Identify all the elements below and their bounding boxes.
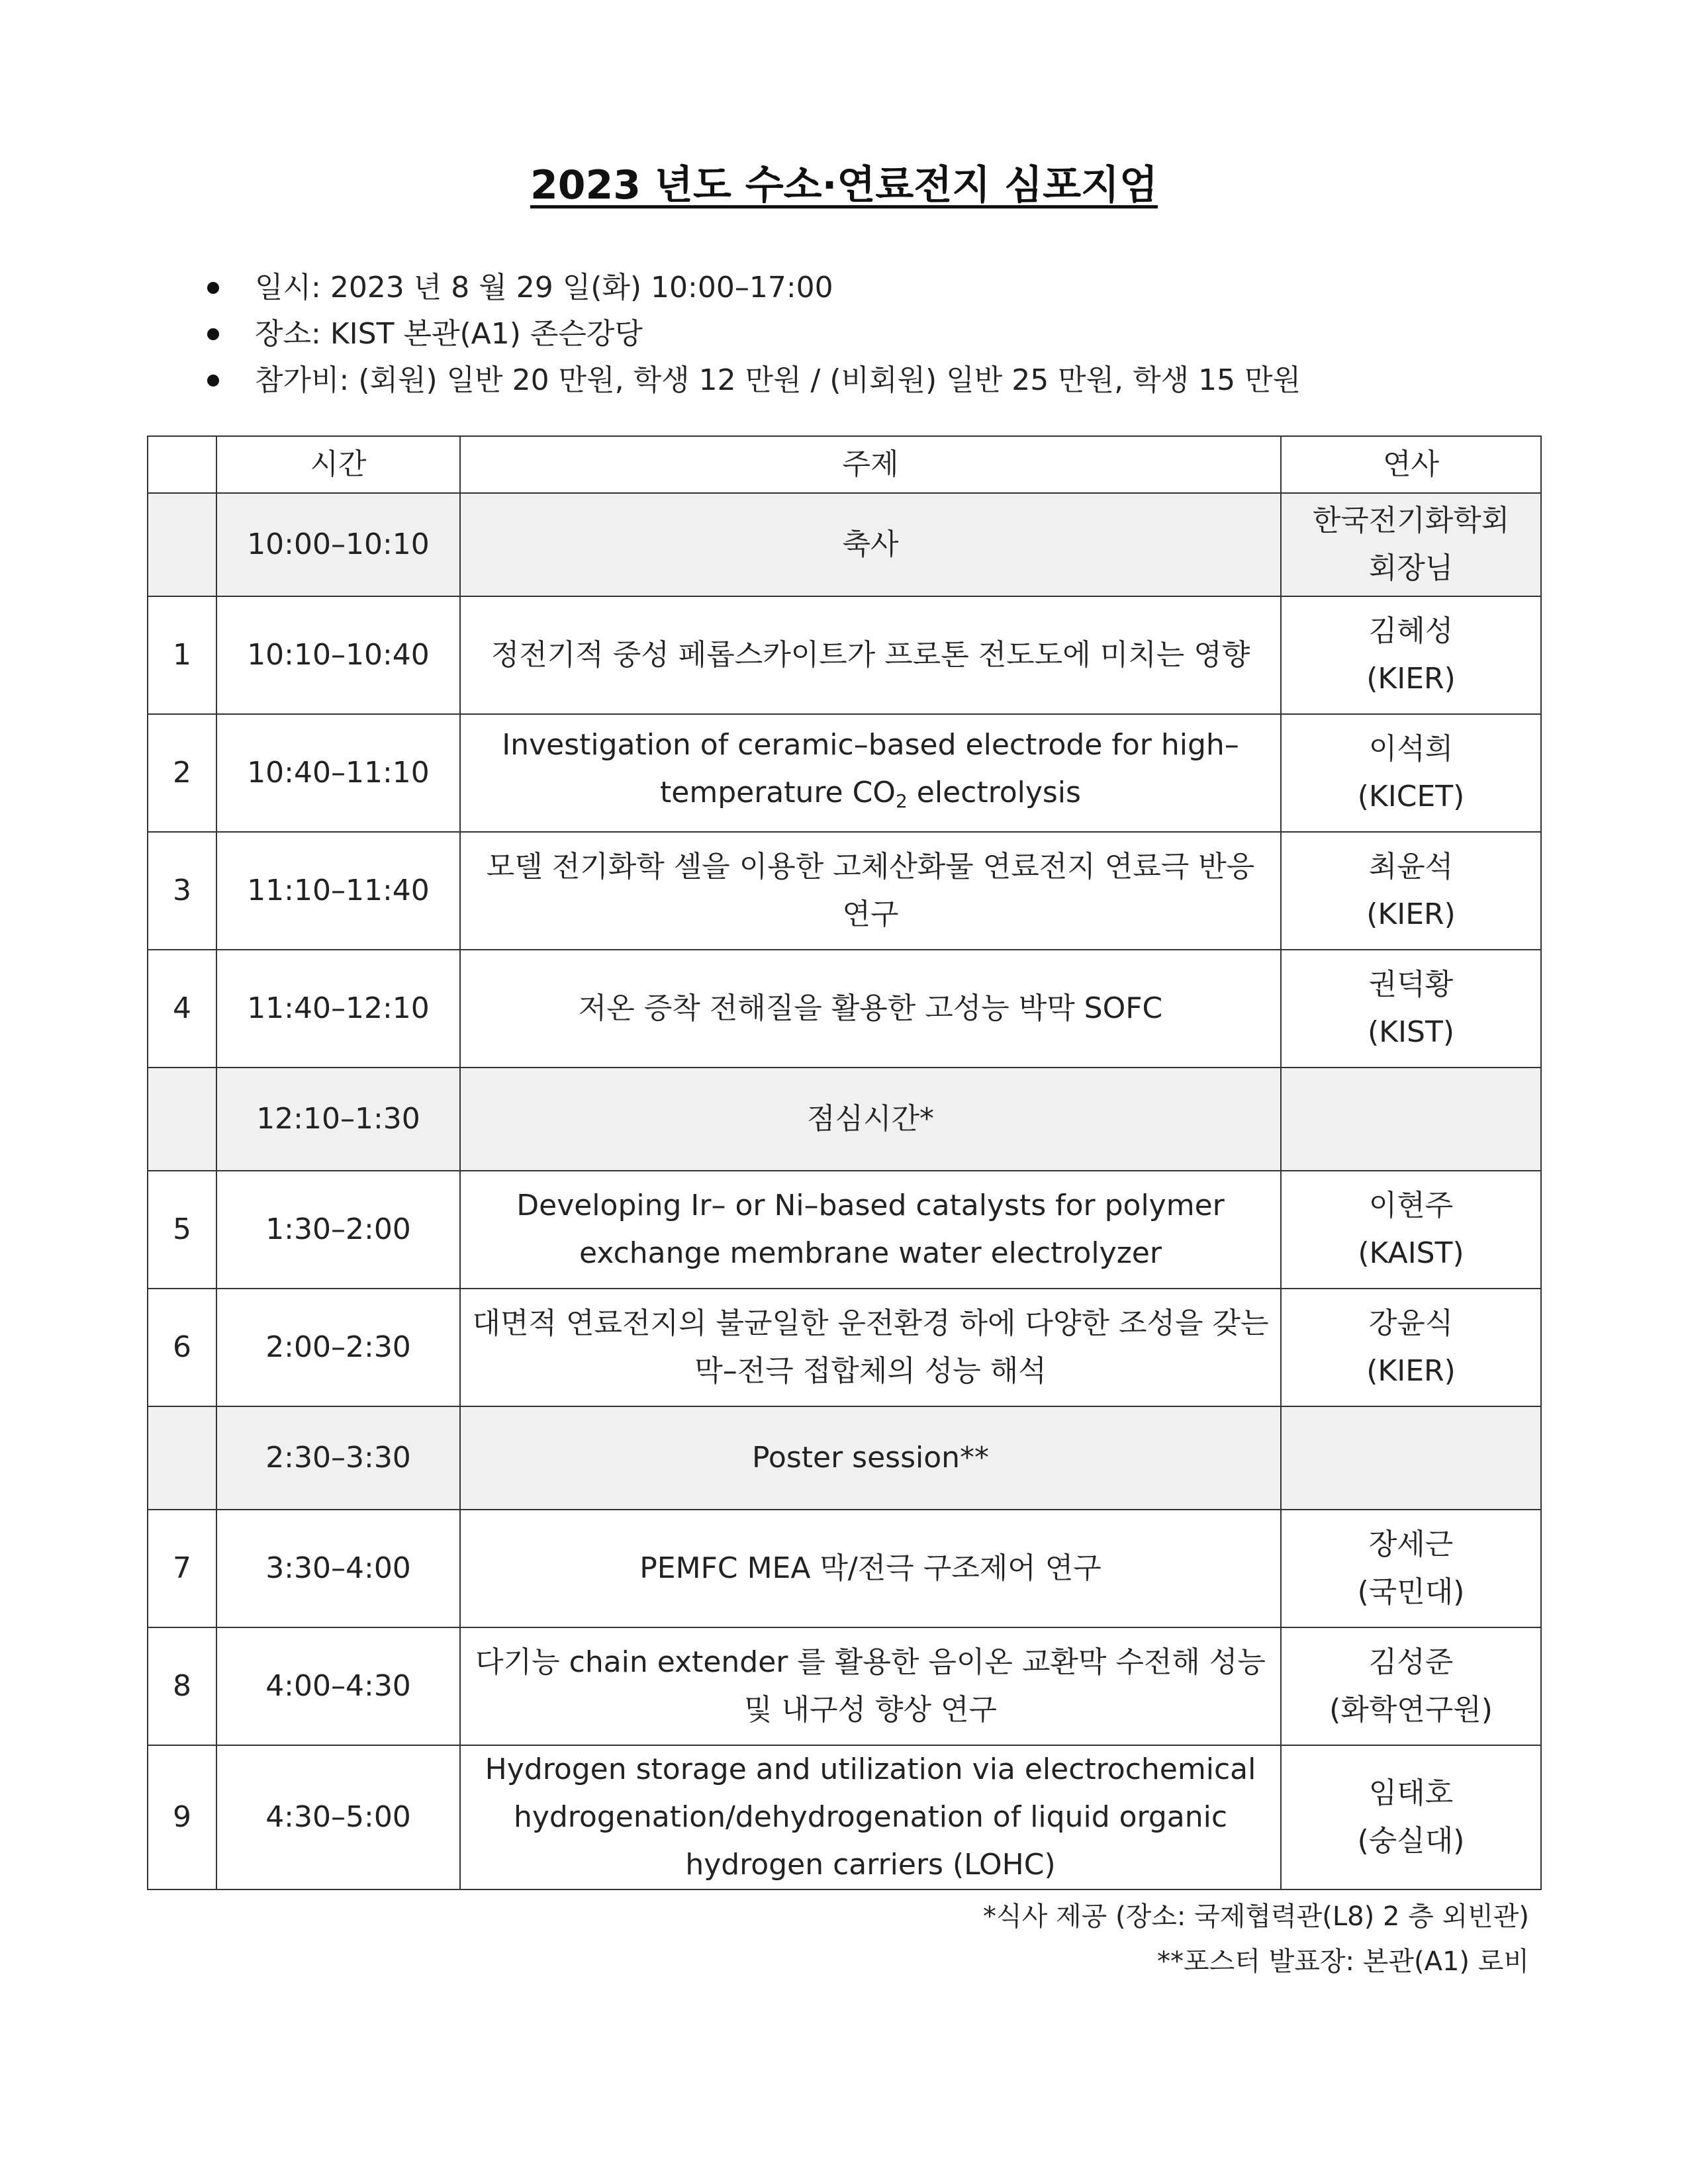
speaker-name: 임태호	[1368, 1776, 1454, 1810]
speaker-name: 최윤석	[1368, 850, 1454, 884]
row-topic: 정전기적 중성 페롭스카이트가 프로톤 전도도에 미치는 영향	[460, 596, 1281, 714]
row-time: 10:10–10:40	[216, 596, 460, 714]
row-no	[148, 1068, 216, 1171]
table-row	[148, 832, 1541, 950]
row-topic: 대면적 연료전지의 불균일한 운전환경 하에 다양한 조성을 갖는 막–전극 접합체의 성능 해석	[460, 1289, 1281, 1406]
schedule-table	[147, 435, 1542, 1890]
info-item-date	[202, 265, 1301, 311]
row-speaker-cell	[1281, 493, 1541, 596]
row-no	[148, 1406, 216, 1510]
bullet-icon	[207, 328, 219, 340]
row-speaker-cell	[1281, 1510, 1541, 1627]
row-topic: Hydrogen storage and utilization via electrochemical hydrogenation/dehydrogenation of liquid organic hydrogen carriers (LOHC)	[460, 1745, 1281, 1889]
table-header-row	[148, 436, 1541, 493]
table-row	[148, 1627, 1541, 1745]
table-row	[148, 1510, 1541, 1627]
speaker-name: 김혜성	[1368, 614, 1454, 648]
row-topic: 축사	[460, 493, 1281, 596]
row-no: 4	[148, 950, 216, 1068]
row-no: 6	[148, 1289, 216, 1406]
row-time: 1:30–2:00	[216, 1171, 460, 1289]
speaker-name: 이석희	[1368, 732, 1454, 766]
row-topic: 다기능 chain extender 를 활용한 음이온 교환막 수전해 성능 및 내구성 향상 연구	[460, 1627, 1281, 1745]
row-speaker-cell	[1281, 950, 1541, 1068]
row-time: 4:00–4:30	[216, 1627, 460, 1745]
row-no: 3	[148, 832, 216, 950]
speaker-affiliation: (숭실대)	[1357, 1824, 1465, 1858]
row-topic: 저온 증착 전해질을 활용한 고성능 박막 SOFC	[460, 950, 1281, 1068]
row-speaker-cell	[1281, 1406, 1541, 1510]
table-row	[148, 1745, 1541, 1889]
speaker-affiliation: (KICET)	[1357, 780, 1465, 813]
row-no: 5	[148, 1171, 216, 1289]
subscript-2: 2	[895, 790, 908, 812]
speaker-name: 한국전기화학회	[1312, 504, 1510, 537]
table-row	[148, 1289, 1541, 1406]
row-topic	[460, 714, 1281, 832]
speaker-affiliation: (화학연구원)	[1329, 1693, 1493, 1727]
topic-text-part: temperature CO	[660, 775, 896, 809]
speaker-name: 권덕황	[1368, 968, 1454, 1001]
row-time: 11:40–12:10	[216, 950, 460, 1068]
speaker-affiliation: (KIER)	[1366, 897, 1456, 931]
row-topic: 모델 전기화학 셀을 이용한 고체산화물 연료전지 연료극 반응 연구	[460, 832, 1281, 950]
table-row	[148, 714, 1541, 832]
row-no: 9	[148, 1745, 216, 1889]
info-item-venue	[202, 311, 1301, 357]
bullet-icon	[207, 375, 219, 387]
page-title: 2023 년도 수소·연료전지 심포지엄	[530, 162, 1158, 208]
row-time: 11:10–11:40	[216, 832, 460, 950]
info-item-text: 일시: 2023 년 8 월 29 일(화) 10:00–17:00	[255, 271, 833, 304]
row-speaker-cell	[1281, 1171, 1541, 1289]
speaker-affiliation: (KIST)	[1368, 1015, 1454, 1049]
row-speaker-cell	[1281, 1627, 1541, 1745]
row-time: 2:00–2:30	[216, 1289, 460, 1406]
row-topic: PEMFC MEA 막/전극 구조제어 연구	[460, 1510, 1281, 1627]
row-speaker-cell	[1281, 1289, 1541, 1406]
table-row	[148, 1068, 1541, 1171]
topic-text-part: electrolysis	[907, 775, 1081, 809]
row-speaker-cell	[1281, 1745, 1541, 1889]
row-speaker-cell	[1281, 832, 1541, 950]
speaker-affiliation: 회장님	[1368, 551, 1454, 585]
row-topic: Developing Ir– or Ni–based catalysts for polymer exchange membrane water electrolyzer	[460, 1171, 1281, 1289]
bullet-icon	[207, 282, 219, 294]
row-no: 2	[148, 714, 216, 832]
speaker-affiliation: (국민대)	[1357, 1575, 1465, 1609]
row-time: 12:10–1:30	[216, 1068, 460, 1171]
speaker-name: 강윤식	[1368, 1306, 1454, 1340]
row-time: 4:30–5:00	[216, 1745, 460, 1889]
info-item-text: 참가비: (회원) 일반 20 만원, 학생 12 만원 / (비회원) 일반 25 만원, 학생 15 만원	[255, 363, 1301, 397]
info-item-fee	[202, 357, 1301, 404]
row-topic: 점심시간*	[460, 1068, 1281, 1171]
speaker-name: 장세근	[1368, 1527, 1454, 1561]
speaker-name: 김성준	[1368, 1645, 1454, 1679]
row-time: 3:30–4:00	[216, 1510, 460, 1627]
header-time: 시간	[216, 436, 460, 493]
row-no: 8	[148, 1627, 216, 1745]
row-no: 1	[148, 596, 216, 714]
table-row	[148, 950, 1541, 1068]
row-speaker-cell	[1281, 714, 1541, 832]
speaker-affiliation: (KIER)	[1366, 1354, 1456, 1388]
row-time: 2:30–3:30	[216, 1406, 460, 1510]
row-topic: Poster session**	[460, 1406, 1281, 1510]
info-item-text: 장소: KIST 본관(A1) 존슨강당	[255, 317, 643, 351]
row-no: 7	[148, 1510, 216, 1627]
table-row	[148, 1406, 1541, 1510]
footnote-lunch: *식사 제공 (장소: 국제협력관(L8) 2 층 외빈관)	[983, 1901, 1529, 1932]
table-row	[148, 1171, 1541, 1289]
topic-text-part: Investigation of ceramic–based electrode for high–	[502, 727, 1239, 762]
speaker-affiliation: (KAIST)	[1358, 1236, 1464, 1270]
row-speaker-cell	[1281, 596, 1541, 714]
row-speaker-cell	[1281, 1068, 1541, 1171]
footnotes	[983, 1894, 1529, 1984]
row-time: 10:40–11:10	[216, 714, 460, 832]
header-no	[148, 436, 216, 493]
header-speaker: 연사	[1281, 436, 1541, 493]
speaker-affiliation: (KIER)	[1366, 662, 1456, 696]
table-row	[148, 596, 1541, 714]
table-row	[148, 493, 1541, 596]
row-time: 10:00–10:10	[216, 493, 460, 596]
row-no	[148, 493, 216, 596]
header-topic: 주제	[460, 436, 1281, 493]
footnote-poster: **포스터 발표장: 본관(A1) 로비	[1156, 1946, 1529, 1977]
event-info-list	[202, 265, 1301, 404]
speaker-name: 이현주	[1368, 1189, 1454, 1222]
